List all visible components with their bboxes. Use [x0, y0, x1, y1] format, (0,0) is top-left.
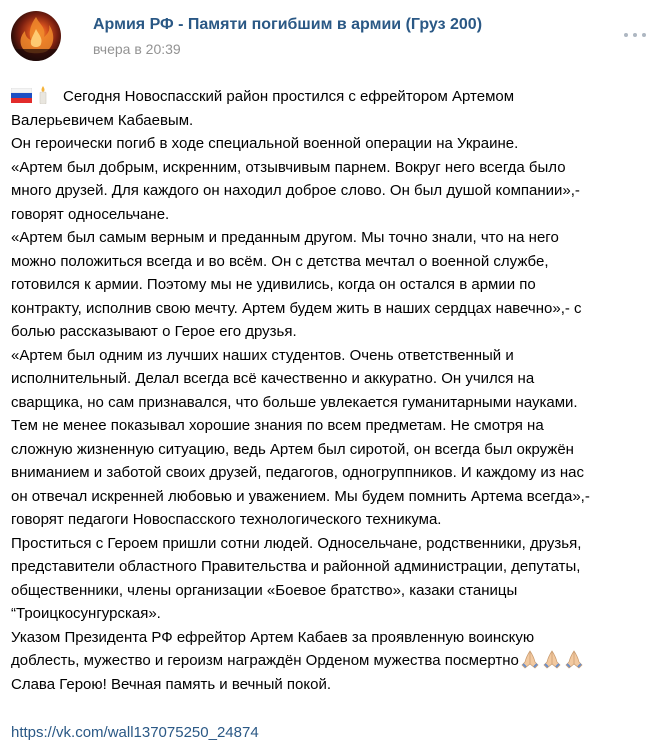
dot-icon: [633, 33, 637, 37]
post-line: [11, 649, 656, 673]
post-line: говорят педагоги Новоспасского технологического техникума.: [11, 511, 442, 528]
post-line: представители областного Правительства и районной администрации, депутаты,: [11, 558, 581, 575]
russian-flag-icon: [11, 87, 32, 102]
candle-icon: [37, 86, 49, 104]
folded-hands-icon: [563, 649, 585, 669]
post-line-text: Сегодня Новоспасский район простился с ефрейтором Артемом: [63, 88, 515, 105]
post-line: много друзей. Для каждого он находил доброе слово. Он был душой компании»,-: [11, 182, 580, 199]
post-header: [0, 0, 660, 70]
post-line: «Артем был добрым, искренним, отзывчивым парнем. Вокруг него всегда было: [11, 158, 566, 176]
post-date[interactable]: вчера в 20:39: [93, 41, 181, 57]
post-line: болью рассказывают о Герое его друзья.: [11, 323, 297, 340]
post-line: сложную жизненную ситуацию, ведь Артем был сиротой, он всегда был окружён: [11, 440, 574, 458]
post-line: общественники, члены организации «Боевое братство», казаки станицы: [11, 581, 518, 599]
post-line: можно положиться всегда и во всём. Он с детства мечтал о военной службе,: [11, 252, 549, 270]
group-avatar[interactable]: [11, 11, 61, 61]
post-line: «Артем был одним из лучших наших студентов. Очень ответственный и: [11, 346, 514, 364]
post-line: исполнительный. Делал всегда всё качественно и аккуратно. Он учился на: [11, 370, 535, 387]
post-line: вниманием и заботой своих друзей, педагогов, одногруппников. И каждому из нас: [11, 464, 584, 481]
post-line: говорят односельчане.: [11, 205, 170, 223]
post-text: [11, 85, 656, 696]
folded-hands-icon: [541, 649, 563, 669]
post-line: Указом Президента РФ ефрейтор Артем Кабаев за проявленную воинскую: [11, 628, 535, 646]
fire-avatar-icon: [11, 11, 61, 61]
post-line: «Артем был самым верным и преданным другом. Мы точно знали, что на него: [11, 229, 559, 246]
post-line: Он героически погиб в ходе специальной военной операции на Украине.: [11, 135, 519, 152]
post-line: контракту, исполнив свою мечту. Артем будем жить в наших сердцах навечно»,- с: [11, 299, 582, 317]
dot-icon: [624, 33, 628, 37]
post-line: он отвечал искренней любовью и уважением. Мы будем помнить Артема всегда»,-: [11, 487, 590, 505]
post-line: Валерьевичем Кабаевым.: [11, 111, 194, 129]
folded-hands-icon: [519, 649, 541, 669]
more-options-icon[interactable]: [624, 30, 646, 40]
post-line: “Троицкосунгурская».: [11, 605, 161, 622]
post-line: [11, 85, 656, 109]
post-line: Слава Герою! Вечная память и вечный покой.: [11, 675, 332, 693]
post-author-link[interactable]: Армия РФ - Памяти погибшим в армии (Груз 200): [93, 16, 483, 33]
post-line: Проститься с Героем пришли сотни людей. Односельчане, родственники, друзья,: [11, 534, 582, 552]
post-line-text: доблесть, мужество и героизм награждён Орденом мужества посмертно: [11, 652, 519, 669]
post-line: сварщика, но сам признавался, что больше увлекается гуманитарными науками.: [11, 393, 578, 411]
post-line: готовился к армии. Поэтому мы не удивились, когда он остался в армии по: [11, 276, 536, 293]
post-line: Тем не менее показывал хорошие знания по всем предметам. Не смотря на: [11, 417, 544, 434]
dot-icon: [642, 33, 646, 37]
post-source-link[interactable]: https://vk.com/wall137075250_24874: [11, 724, 259, 741]
